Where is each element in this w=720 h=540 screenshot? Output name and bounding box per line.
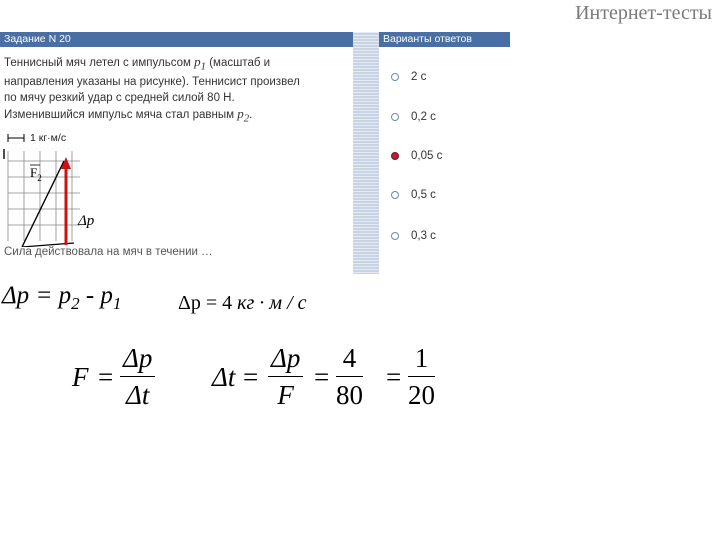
fraction-denominator: Δt — [126, 380, 150, 410]
answer-option-1[interactable] — [391, 69, 426, 85]
radio-button-selected[interactable] — [391, 152, 399, 160]
task-line-1 — [4, 54, 349, 75]
formula-force-equals: = — [98, 362, 114, 392]
task-line-4-text: Изменившийся импульс мяча стал равным — [4, 109, 234, 122]
vector-diagram — [0, 129, 100, 247]
formula-delta-p-vector — [2, 282, 121, 314]
formula-time-lhs: Δt — [212, 362, 236, 392]
formula-minus: - — [85, 282, 95, 309]
answer-label: 0,3 с — [411, 230, 436, 242]
formula-force-fraction — [120, 343, 155, 411]
p2-symbol: $p_2$ — [237, 106, 250, 125]
formula-delta-p-value — [178, 292, 307, 315]
scale-label: 1 кг·м/с — [30, 132, 67, 144]
formula-time-equals-1: = — [243, 362, 259, 392]
task-question: Сила действовала на мяч в течении … — [4, 246, 213, 258]
radio-button[interactable] — [391, 73, 399, 81]
answer-option-3[interactable] — [391, 148, 442, 164]
fraction-denominator: 80 — [336, 380, 363, 410]
task-line-2: направления указаны на рисунке). Теннисист произвел — [4, 76, 300, 89]
radio-button[interactable] — [391, 232, 399, 240]
fraction-numerator: 4 — [336, 343, 363, 377]
formula-time-fraction-2 — [336, 343, 363, 411]
answer-label: 2 с — [411, 71, 427, 83]
task-line-1-tail: (масштаб и — [209, 57, 271, 69]
fraction-numerator: Δp — [120, 343, 155, 377]
formula-equals: = — [35, 282, 53, 309]
fraction-denominator: 20 — [408, 380, 435, 410]
fraction-numerator: Δp — [268, 343, 303, 377]
task-line-1-text: Теннисный мяч летел с импульсом — [4, 57, 191, 69]
task-line-4: Изменившийся импульс мяча стал равным $p_2$. — [4, 106, 253, 125]
task-panel — [0, 32, 353, 274]
formula-time-fraction-3 — [408, 343, 435, 411]
radio-button[interactable] — [391, 113, 399, 121]
page-title: Интернет-тесты — [575, 2, 712, 24]
formula-time-equals-2: = — [314, 362, 330, 392]
radio-button[interactable] — [391, 191, 399, 199]
answers-panel — [379, 32, 510, 274]
answer-option-2[interactable] — [391, 109, 436, 125]
fraction-denominator: F — [277, 380, 294, 410]
formula-lhs: Δp — [2, 282, 30, 309]
answers-title-bar: Варианты ответов — [379, 32, 510, 47]
formula-unit: кг · м / с — [237, 292, 307, 314]
answer-label: 0,2 с — [411, 111, 436, 123]
formula-time-equals-3: = — [386, 362, 402, 392]
formula-p1: $p_1$ — [100, 282, 122, 313]
f2-label: $F_2$ — [30, 165, 42, 183]
formula-time-fraction-1 — [268, 343, 303, 411]
answer-option-4[interactable] — [391, 187, 436, 203]
task-statement — [4, 54, 349, 127]
fraction-numerator: 1 — [408, 343, 435, 377]
formula-p2: $p_2$ — [58, 282, 80, 313]
answer-label: 0,05 с — [411, 150, 443, 162]
answer-option-5[interactable] — [391, 228, 436, 244]
diagram-grid — [8, 151, 80, 241]
answer-label: 0,5 с — [411, 189, 436, 201]
formula-value: Δp = 4 — [178, 292, 233, 314]
p1-symbol: $p_1$ — [194, 54, 206, 73]
panel-divider — [353, 32, 379, 274]
delta-p-label: Δp — [78, 213, 95, 229]
p1-vector — [22, 161, 64, 247]
task-line-3: по мячу резкий удар с средней силой 80 Н. — [4, 91, 235, 104]
scale-marker — [8, 134, 24, 142]
formula-force-lhs: F — [72, 362, 89, 392]
task-title-bar: Задание N 20 — [0, 32, 353, 47]
